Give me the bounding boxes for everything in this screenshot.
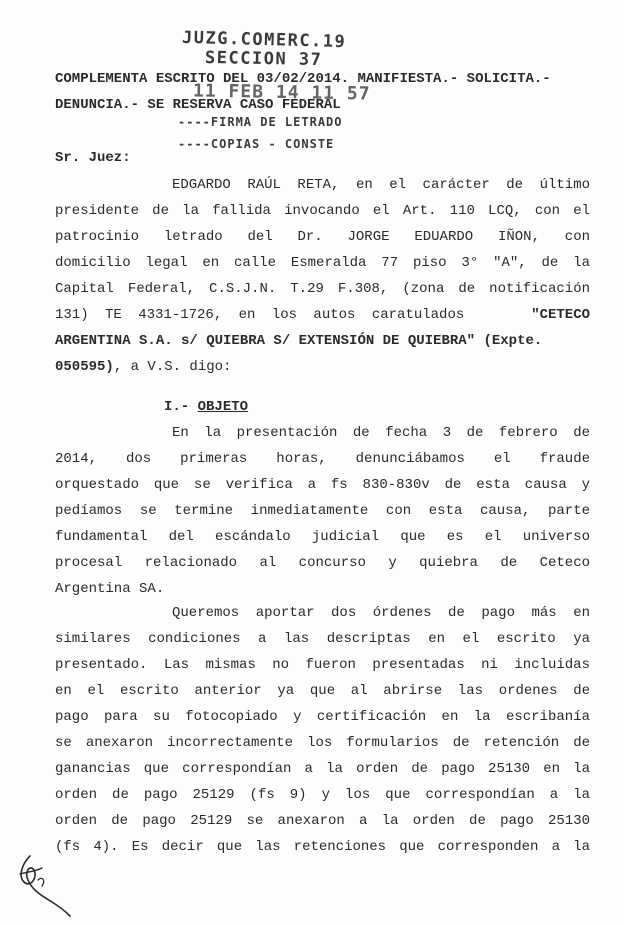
para1-line-6: procesal relacionado al concurso y quiebra de Ceteco (55, 555, 590, 571)
para2-line-4: en el escrito anterior ya que al abrirse las ordenes de (55, 683, 590, 699)
header-line-1: COMPLEMENTA ESCRITO DEL 03/02/2014. MANIFIESTA.- SOLICITA.- (55, 71, 551, 87)
section-stamp: SECCION 37 (204, 47, 323, 71)
para1-line-7: Argentina SA. (55, 581, 165, 597)
para2-line-3: presentado. Las mismas no fueron presentadas ni incluidas (55, 657, 590, 673)
expte-label: (Expte. (475, 333, 543, 349)
intro-line-7 (55, 332, 590, 350)
intro-closing: , a V.S. digo: (113, 359, 232, 375)
expte-number: 050595) (55, 359, 114, 375)
para2-line-5: pago para su fotocopiado y certificación en la escribanía (55, 709, 590, 725)
case-title-end: ARGENTINA S.A. s/ QUIEBRA S/ EXTENSIÓN DE QUIEBRA" (55, 333, 476, 349)
para2-line-9: orden de pago 25129 se anexaron a la orden de pago 25130 (55, 813, 590, 829)
firma-stamp: ----FIRMA DE LETRADO (178, 115, 343, 129)
para1-line-4: pedíamos se termine inmediatamente con esta causa, parte (55, 503, 590, 519)
intro-line-8 (55, 358, 590, 376)
para1-line-2: 2014, dos primeras horas, denunciábamos el fraude (55, 451, 590, 467)
intro-line-4: domicilio legal en calle Esmeralda 77 piso 3° "A", de la (55, 255, 590, 271)
intro-line-1: EDGARDO RAÚL RETA, en el carácter de último (172, 177, 590, 193)
para2-line-8: orden de pago 25129 (fs 9) y los que correspondían a la (55, 787, 590, 803)
intro-line-5: Capital Federal, C.S.J.N. T.29 F.308, (zona de notificación (55, 281, 590, 297)
para1-line-3: orquestado que se verifica a fs 830-830v de esta causa y (55, 477, 590, 493)
salutation: Sr. Juez: (55, 150, 131, 166)
para1-line-1: En la presentación de fecha 3 de febrero de (172, 425, 590, 441)
para2-line-7: ganancias que correspondían a la orden de pago 25130 en la (55, 761, 590, 777)
intro-line-3: patrocinio letrado del Dr. JORGE EDUARDO IÑON, con (55, 229, 590, 245)
header-line-2: DENUNCIA.- SE RESERVA CASO FEDERAL (55, 97, 341, 113)
court-stamp: JUZG.COMERC.19 (181, 27, 347, 53)
para1-line-5: fundamental del escándalo judicial que es el universo (55, 529, 590, 545)
intro-line-2: presidente de la fallida invocando el Art. 110 LCQ, con el (55, 203, 590, 219)
copias-stamp: ----COPIAS - CONSTE (178, 137, 335, 151)
case-title-start: "CETECO (531, 307, 590, 323)
intro-line-6-text: 131) TE 4331-1726, en los autos caratulados (55, 307, 481, 323)
intro-line-6 (55, 306, 590, 324)
section-number: I.- (164, 399, 198, 415)
para2-line-1: Queremos aportar dos órdenes de pago más en (172, 605, 590, 621)
handwritten-signature-icon (8, 850, 78, 920)
section-title: OBJETO (197, 399, 249, 415)
para2-line-2: similares condiciones a las descriptas en el escrito ya (55, 631, 590, 647)
para2-line-6: se anexaron incorrectamente los formularios de retención de (55, 735, 590, 751)
date-stamp: 11 FEB 14 11 57 (192, 80, 371, 105)
section-heading (164, 398, 364, 416)
para2-line-10: (fs 4). Es decir que las retenciones que corresponden a la (55, 839, 590, 855)
